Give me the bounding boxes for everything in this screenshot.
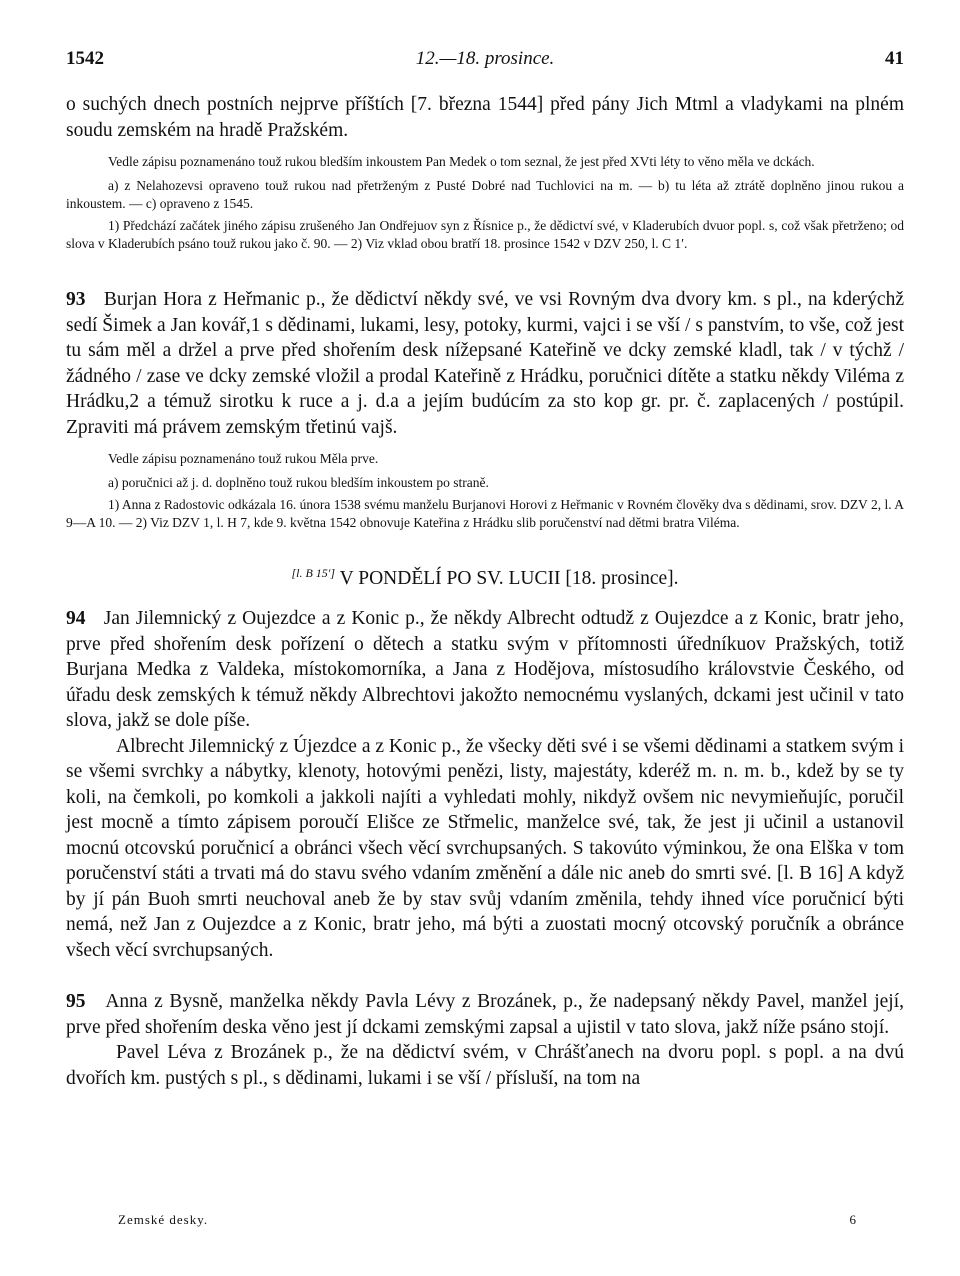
- footer-sheet-number: 6: [849, 1212, 856, 1227]
- entry-number: 94: [66, 608, 86, 629]
- footer-signature: Zemské desky.: [118, 1212, 209, 1227]
- header-page-number: 41: [885, 48, 904, 69]
- entry-number: 95: [66, 991, 86, 1012]
- header-year: 1542: [66, 48, 104, 69]
- note-92-footnotes: 1) Předchází začátek jiného zápisu zrušeného Jan Ondřejuov syn z Řísnice p., že dědictví své, v Kladerubích dvuor popl. s, což však přetrženo; od slova v Kladerubích psáno touž rukou jako č. 90. — 2) Viz vklad obou bratří 18. prosince 1542 v DZV 250, l. C 1′.: [66, 218, 904, 251]
- entry-94-text: Jan Jilemnický z Oujezdce a z Konic p., že někdy Albrecht odtudž z Oujezdce a z Konic, bratr jeho, prve před shořením desk pořízení o dětech a statku svým v přítomnosti úředníkuov Pražských, totiž Burjana Medka z Valdeka, místokomorníka, a Jana z Hodějova, místosudího královstvie Českého, od úřadu desk zemských k témuž někdy Albrechtovi jakožto nemocnému vyslaných, dckami jest učinil v tato slova, jakž se dole píše.: [66, 608, 904, 731]
- entry-95-text: Anna z Bysně, manželka někdy Pavla Lévy z Brozánek, p., že nadepsaný někdy Pavel, manžel její, prve před shořením deska věno jest jí dckami zemskými zapsal a ujistil v tato slova, jakž níže psáno stojí.: [66, 991, 905, 1038]
- note-93-footnotes: 1) Anna z Radostovic odkázala 16. února 1538 svému manželu Burjanovi Horovi z Heřmanic v Rovném člověky dva s dědinami, srov. DZV 2, l. A 9—A 10. — 2) Viz DZV 1, l. H 7, kde 9. května 1542 obnovuje Kateřina z Hrádku slib poručenství nad dětmi bratra Viléma.: [66, 497, 904, 530]
- section-heading-text: V PONDĚLÍ PO SV. LUCII [18. prosince].: [339, 568, 679, 589]
- note-92-margin: Vedle zápisu poznamenáno touž rukou bledším inkoustem Pan Medek o tom seznal, že jest před XVti léty to věno měla ve dckách.: [108, 154, 815, 169]
- entry-95-paragraph-2: Pavel Léva z Brozánek p., že na dědictví svém, v Chrášťanech na dvoru popl. s popl. a na dvú dvořích km. pustých s pl., s dědinami, lukami i se vší / přísluší, na tom na: [66, 1042, 904, 1089]
- note-92-letters: a) z Nelahozevsi opraveno touž rukou nad přetrženým z Pusté Dobré nad Tuchlovici na m. — b) tu léta až ztrátě doplněno jinou rukou a inkoustem. — c) opraveno z 1545.: [66, 178, 904, 211]
- section-heading: [66, 566, 904, 590]
- note-93-margin: Vedle zápisu poznamenáno touž rukou Měla prve.: [108, 451, 379, 466]
- entry-94-paragraph-2: Albrecht Jilemnický z Újezdce a z Konic p., že všecky děti své i se všemi dědinami a statkem svým i se všemi svrchky a nábytky, klenoty, hotovými penězi, listy, majestáty, kderéž m. n. m. b., kdež by se ty koli, na čemkoli, po komkoli a jakkoli najíti a vyhledati mohly, nikdyž ovšem nic nevymieňujíc, poručil jest mocně a tímto zápisem poroučí Elišce ze Střmelic, manželce své, tak, že jest ji učinil a ustanovil mocnú otcovskú poručnicí a obránci všech věcí svrchupsaných. S takovúto výminkou, že ona Elška v tom poručenství státi a trvati má do stavu svého vdaním změnění a dále nic aneb do smrti své. [l. B 16] A když by jí pán Buoh smrti neuchoval aneb že by stav svůj vdaním změnila, tehdy ihned více poručnicí býti nemá, než Jan z Oujezdce a z Konic, bratr jeho, má býti a zuostati mocný otcovský poručník a obránce všech věcí svrchupsaných.: [66, 735, 904, 961]
- entry-94: [66, 606, 904, 734]
- page: [66, 40, 904, 1091]
- entry-93: [66, 287, 904, 440]
- folio-reference: [l. B 15′]: [291, 566, 336, 580]
- entry-number: 93: [66, 289, 86, 310]
- entry-93-text: Burjan Hora z Heřmanic p., že dědictví někdy své, ve vsi Rovným dva dvory km. s pl., na kderýchž sedí Šimek a Jan kovář,1 s dědinami, lukami, lesy, potoky, kurmi, vajci i se vší / s panstvím, to vše, což jest tu sám měl a držel a prve před shořením desk nížepsané Kateřině ve dcky zemské kladl, tak / v týchž / žádného / zase ve dcky zemské vložil a prodal Kateřině z Hrádku, poručnici dítěte a statku někdy Viléma z Hrádku,2 a témuž sirotku k ruce a j. d.a a jejím budúcím za sto kop gr. pr. č. zaplacených / postúpil. Zpraviti má právem zemským třetinú vajš.: [66, 289, 904, 438]
- entry-95: [66, 989, 904, 1040]
- entry-92-continuation: o suchých dnech postních nejprve příštích [7. března 1544] před pány Jich Mtml a vladykami na plném soudu zemském na hradě Pražském.: [66, 94, 904, 141]
- header-dates: 12.—18. prosince.: [415, 48, 555, 69]
- note-93-letters: a) poručnici až j. d. doplněno touž rukou bledším inkoustem po straně.: [108, 475, 489, 490]
- running-header: [66, 40, 904, 76]
